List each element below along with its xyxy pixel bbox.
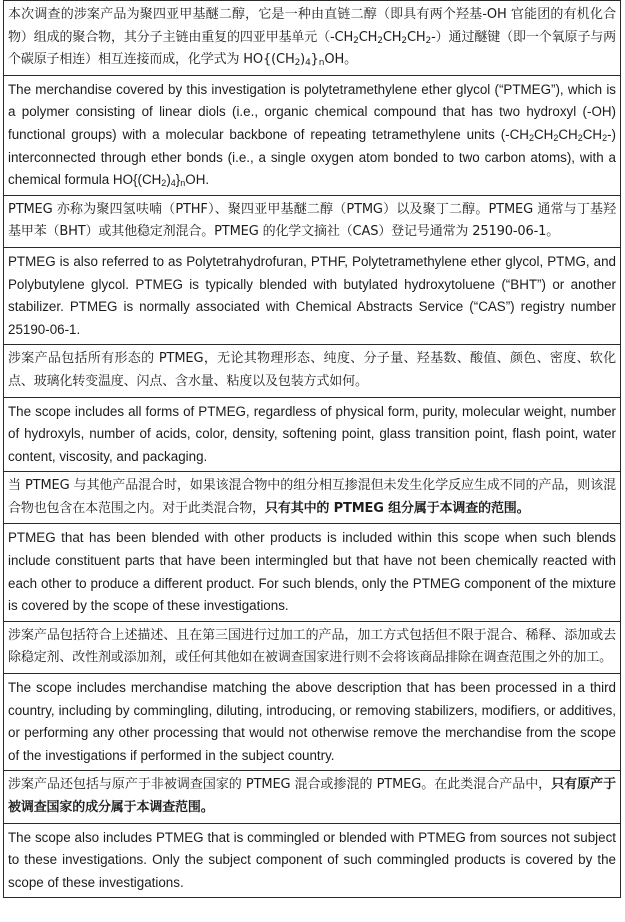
paragraph-row bbox=[4, 247, 621, 344]
paragraph-row bbox=[4, 75, 621, 195]
text-run: 当 PTMEG 与其他产品混合时，如果该混合物中的组分相互掺混但未发生化学反应生成不同的产品，则该混合物也包含在本范围之内。对于此类混合物， bbox=[8, 478, 616, 516]
paragraph-row bbox=[4, 1, 621, 76]
paragraph-row bbox=[4, 621, 621, 673]
text-run: ) bbox=[300, 52, 306, 68]
paragraph-row bbox=[4, 771, 621, 823]
english-paragraph bbox=[4, 674, 621, 771]
subscript: 2 bbox=[161, 178, 167, 189]
subscript: 4 bbox=[170, 178, 176, 189]
text-run: } bbox=[310, 52, 319, 68]
paragraph-row bbox=[4, 674, 621, 771]
subscript: 2 bbox=[602, 132, 608, 143]
text-run: The scope also includes PTMEG that is commingled or blended with PTMEG from sources not subject to these investigations. Only the subject component of such commingled products is covered by the scope of these investigations. bbox=[8, 829, 616, 890]
subscript: 2 bbox=[353, 35, 359, 46]
subscript: 2 bbox=[294, 58, 301, 69]
bold-text: 只有原产于被调查国家的成分属于本调查范围。 bbox=[8, 777, 616, 815]
subscript: 4 bbox=[305, 58, 311, 69]
text-run: OH。 bbox=[324, 52, 357, 68]
subscript: n bbox=[318, 58, 325, 69]
chinese-paragraph bbox=[4, 195, 621, 247]
paragraph-row bbox=[4, 397, 621, 472]
subscript: 2 bbox=[377, 35, 383, 46]
text-run: 本次调查的涉案产品为聚四亚甲基醚二醇，它是一种由直链二醇（即具有两个羟基-OH 官能团的有机化合物）组成的聚合物，其分子主链由重复的四亚甲基单元（-CH bbox=[8, 7, 616, 45]
text-run: CH bbox=[406, 29, 426, 45]
text-run: OH. bbox=[185, 172, 210, 188]
text-run: The merchandise covered by this investigation is polytetramethylene ether glycol (“PTMEG”), which is a polymer consisting of linear diols (i.e., organic chemical compound that has two hydroxyl (-OH) functional groups) with a molecular backbone of repeating tetramethylene units (-CH bbox=[8, 81, 616, 142]
chinese-paragraph bbox=[4, 771, 621, 823]
chinese-paragraph bbox=[4, 345, 621, 397]
paragraph-row bbox=[4, 472, 621, 524]
scope-translation-table bbox=[3, 0, 621, 898]
text-run: -) interconnected through ether bonds (i.e., a single oxygen atom bonded to two carbon atoms), with a chemical formula HO{(CH bbox=[8, 126, 616, 188]
subscript: n bbox=[180, 178, 186, 189]
english-paragraph bbox=[4, 247, 621, 344]
text-run: PTMEG that has been blended with other products is included within this scope when such blends include constituent parts that have been intermingled but that have not been chemically reacted with each other to produce a different product. For such blends, only the PTMEG component of the mixture is covered by the scope of these investigations. bbox=[8, 530, 616, 614]
subscript: 2 bbox=[553, 132, 559, 143]
english-paragraph bbox=[4, 397, 621, 472]
chinese-paragraph bbox=[4, 1, 621, 76]
paragraph-row bbox=[4, 195, 621, 247]
subscript: 2 bbox=[425, 35, 432, 46]
chinese-paragraph bbox=[4, 472, 621, 524]
subscript: 2 bbox=[577, 132, 583, 143]
text-run: CH bbox=[558, 126, 578, 142]
text-run: } bbox=[175, 172, 181, 188]
text-run: The scope includes merchandise matching the above description that has been processed in a third country, including by commingling, diluting, introducing, or removing stabilizers, modifiers, or additives, or performing any other processing that would not otherwise remove the merchandise from the scope of the investigations if performed in the subject country. bbox=[8, 680, 616, 763]
subscript: 2 bbox=[528, 132, 534, 143]
text-run: CH bbox=[382, 29, 402, 45]
text-run: ) bbox=[166, 172, 171, 188]
paragraph-row bbox=[4, 524, 621, 621]
text-run: PTMEG 亦称为聚四氢呋喃（PTHF）、聚四亚甲基醚二醇（PTMG）以及聚丁二醇。PTMEG 通常与丁基羟基甲苯（BHT）或其他稳定剂混合。PTMEG 的化学文摘社（CAS）登记号通常为 25190-06-1。 bbox=[8, 201, 616, 240]
text-run: CH bbox=[358, 29, 378, 45]
text-run: CH bbox=[534, 126, 554, 142]
text-run: The scope includes all forms of PTMEG, regardless of physical form, purity, molecular weight, number of hydroxyls, number of acids, color, density, softening point, glass transition point, flash point, water content, viscosity, and packaging. bbox=[8, 403, 616, 464]
text-run: 涉案产品包括所有形态的 PTMEG，无论其物理形态、纯度、分子量、羟基数、酸值、颜色、密度、软化点、玻璃化转变温度、闪点、含水量、粘度以及包装方式如何。 bbox=[8, 351, 616, 389]
bold-text: 只有其中的 PTMEG 组分属于本调查的范围。 bbox=[265, 500, 530, 516]
text-run: 涉案产品还包括与原产于非被调查国家的 PTMEG 混合或掺混的 PTMEG。在此类混合产品中， bbox=[8, 777, 552, 793]
subscript: 2 bbox=[401, 35, 407, 46]
chinese-paragraph bbox=[4, 621, 621, 673]
paragraph-row bbox=[4, 823, 621, 898]
text-run: PTMEG is also referred to as Polytetrahydrofuran, PTHF, Polytetramethylene ether glycol, PTMG, and Polybutylene glycol. PTMEG is typically blended with butylated hydroxytoluene (“BHT”) or another stabilizer. PTMEG is normally associated with Chemical Abstracts Service (“CAS”) registry number 25190-06-1. bbox=[8, 253, 616, 337]
text-run: -）通过醚键（即一个氧原子与两个碳原子相连）相互连接而成，化学式为 HO{(CH bbox=[8, 29, 616, 68]
text-run: 涉案产品包括符合上述描述、且在第三国进行过加工的产品，加工方式包括但不限于混合、稀释、添加或去除稳定剂、改性剂或添加剂，或任何其他如在被调查国家进行则不会将该商品排除在调查范围之外的加工。 bbox=[8, 627, 616, 666]
english-paragraph bbox=[4, 823, 621, 898]
paragraph-row bbox=[4, 345, 621, 397]
english-paragraph bbox=[4, 75, 621, 195]
english-paragraph bbox=[4, 524, 621, 621]
text-run: CH bbox=[582, 126, 603, 142]
